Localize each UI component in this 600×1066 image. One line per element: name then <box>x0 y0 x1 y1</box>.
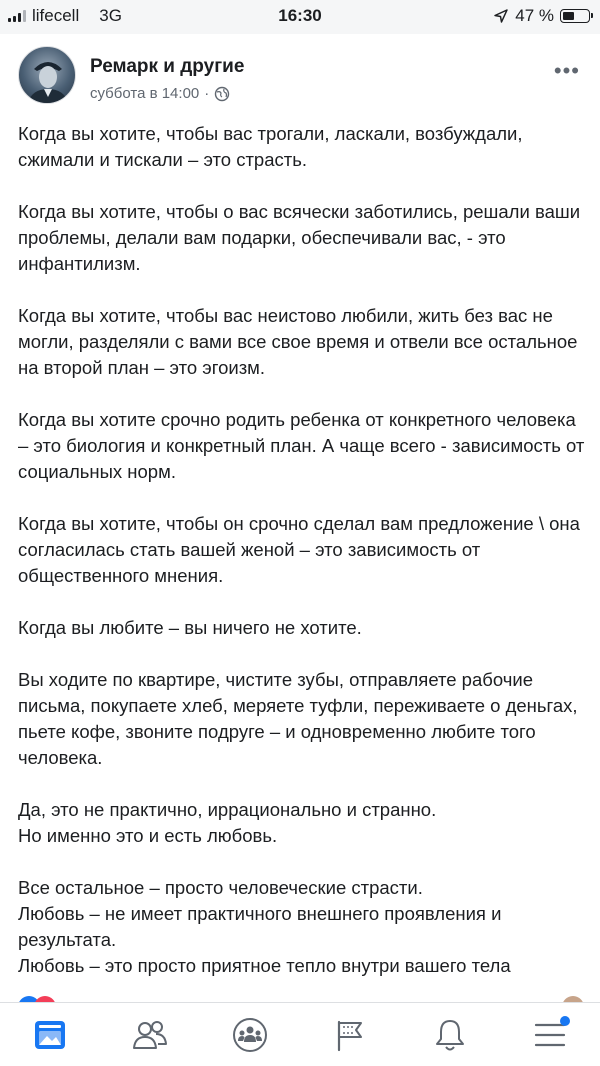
post-paragraph: Когда вы любите – вы ничего не хотите. <box>18 617 362 638</box>
bell-icon <box>433 1017 467 1053</box>
post-meta <box>90 85 230 102</box>
tab-news-feed[interactable] <box>20 1008 80 1062</box>
tab-groups[interactable] <box>220 1008 280 1062</box>
post-paragraph: Когда вы хотите, чтобы вас неистово любили, жить без вас не могли, разделяли с вами все свое время и отвели все остальное на второй план – это эгоизм. <box>18 305 578 378</box>
post-text <box>18 121 586 979</box>
tab-pages[interactable] <box>320 1008 380 1062</box>
location-arrow-icon <box>493 8 509 24</box>
more-horizontal-icon: ••• <box>553 58 580 83</box>
globe-icon <box>214 86 230 102</box>
post-paragraph: Да, это не практично, иррационально и странно. Но именно это и есть любовь. <box>18 799 437 846</box>
battery-level <box>563 12 574 20</box>
post-paragraph: Все остальное – просто человеческие страсти. Любовь – не имеет практичного внешнего проявления и результата. Любовь – это просто приятное тепло внутри вашего тела <box>18 877 511 976</box>
carrier-name: lifecell <box>32 6 80 25</box>
post-header <box>18 46 588 116</box>
flag-icon <box>333 1018 367 1052</box>
news-feed-icon <box>33 1018 67 1052</box>
clock: 16:30 <box>278 6 322 25</box>
author-avatar[interactable] <box>18 46 76 104</box>
tab-notifications[interactable] <box>420 1008 480 1062</box>
post-paragraph: Когда вы хотите, чтобы о вас всячески заботились, решали ваши проблемы, делали вам подарки, обеспечивали вас, - это инфантилизм. <box>18 201 581 274</box>
post-paragraph: Когда вы хотите, чтобы вас трогали, ласкали, возбуждали, сжимали и тискали – это страсть. <box>18 123 523 170</box>
battery-icon <box>560 9 590 23</box>
meta-separator: · <box>204 85 210 102</box>
status-bar <box>0 0 600 34</box>
battery-percent: 47 % <box>515 6 554 25</box>
tab-menu[interactable] <box>520 1008 580 1062</box>
status-right <box>493 6 590 26</box>
author-portrait-icon <box>19 47 76 104</box>
post-options-button[interactable] <box>554 58 580 84</box>
post-paragraph: Вы ходите по квартире, чистите зубы, отправляете рабочие письма, покупаете хлеб, меряете туфли, переживаете о деньгах, пьете кофе, звоните подруге – и одновременно любите того человека. <box>18 669 578 768</box>
author-name[interactable]: Ремарк и другие <box>90 56 245 77</box>
groups-icon <box>232 1017 268 1053</box>
post-paragraph: Когда вы хотите, чтобы он срочно сделал вам предложение \ она согласилась стать вашей женой – это зависимость от общественного мнения. <box>18 513 580 586</box>
post-timestamp[interactable]: суббота в 14:00 <box>90 85 200 102</box>
post-paragraph: Когда вы хотите срочно родить ребенка от конкретного человека – это биология и конкретный план. А чаще всего - зависимость от социальных норм. <box>18 409 585 482</box>
menu-notification-badge <box>560 1016 570 1026</box>
friends-icon <box>132 1018 168 1052</box>
bottom-tab-bar <box>0 1002 600 1066</box>
tab-friends[interactable] <box>120 1008 180 1062</box>
network-type: 3G <box>99 6 122 25</box>
